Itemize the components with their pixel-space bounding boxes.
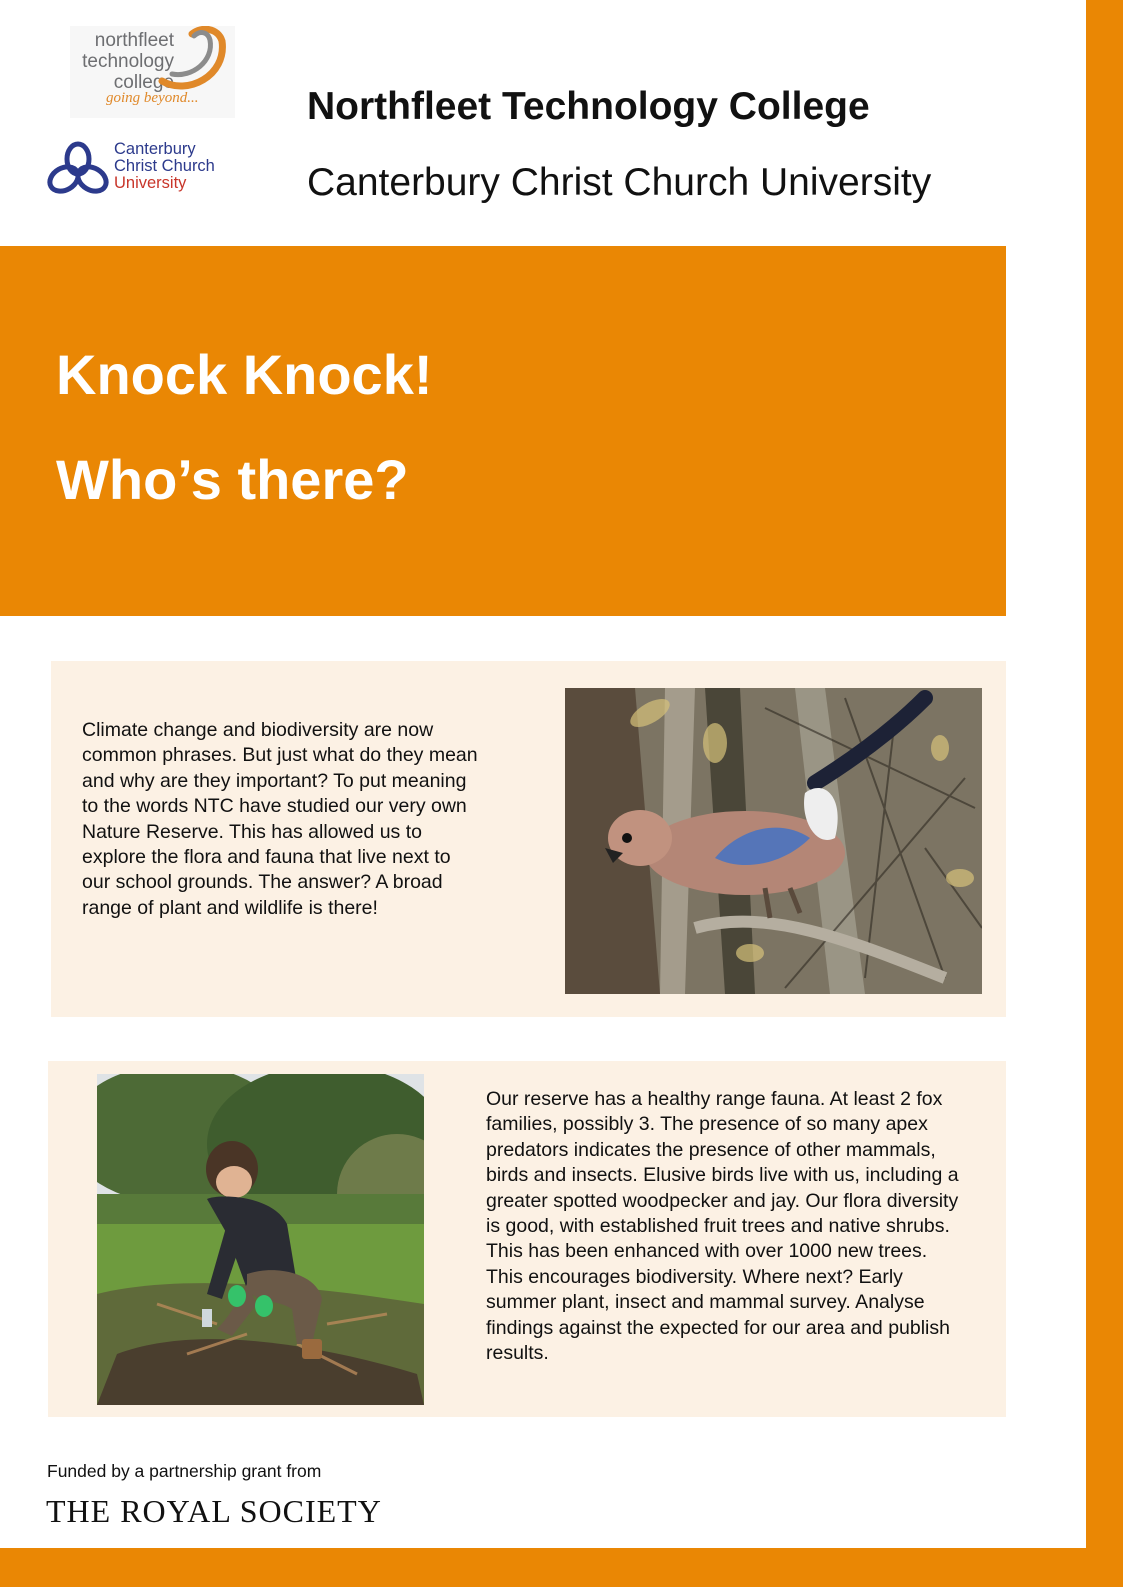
royal-society-logo: THE ROYAL SOCIETY — [46, 1493, 382, 1529]
ntc-tagline: going beyond... — [106, 90, 199, 106]
cccu-logo-text: Canterbury Christ Church University — [114, 140, 215, 192]
findings-panel — [48, 1061, 1006, 1417]
ntc-logo-text: northfleet technology college — [82, 30, 174, 93]
headline-line-2: Who’s there? — [56, 448, 409, 511]
bottom-accent-bar — [0, 1548, 1123, 1587]
jay-bird-photo — [565, 688, 982, 994]
swoosh-icon — [152, 26, 232, 96]
trinity-knot-icon — [46, 141, 110, 197]
cccu-logo — [46, 137, 246, 199]
findings-paragraph: Our reserve has a healthy range fauna. At least 2 fox families, possibly 3. The presence of so many apex predators indicates the presence of other mammals, birds and insects. Elusive birds live with us, including a greater spotted woodpecker and jay. Our flora diversity is good, with established fruit trees and native shrubs. This has been enhanced with over 1000 new trees. This encourages biodiversity. Where next? Early summer plant, insect and mammal survey. Analyse findings against the expected for our area and publish results. — [486, 1088, 959, 1365]
intro-paragraph: Climate change and biodiversity are now common phrases. But just what do they mean and why are they important? To put meaning to the words NTC have studied our very own Nature Reserve. This has allowed us to explore the flora and fauna that live next to our school grounds. The answer? A broad range of plant and wildlife is there! — [82, 719, 478, 919]
headline-line-1: Knock Knock! — [56, 343, 433, 406]
student-planting-photo — [97, 1074, 424, 1405]
headline-banner — [0, 246, 1006, 616]
ntc-logo — [70, 26, 235, 118]
page-title: Northfleet Technology College — [307, 85, 870, 128]
right-accent-bar — [1086, 0, 1123, 1587]
funding-note: Funded by a partnership grant from — [47, 1461, 322, 1481]
intro-panel — [51, 661, 1006, 1017]
page-subtitle: Canterbury Christ Church University — [307, 161, 932, 204]
